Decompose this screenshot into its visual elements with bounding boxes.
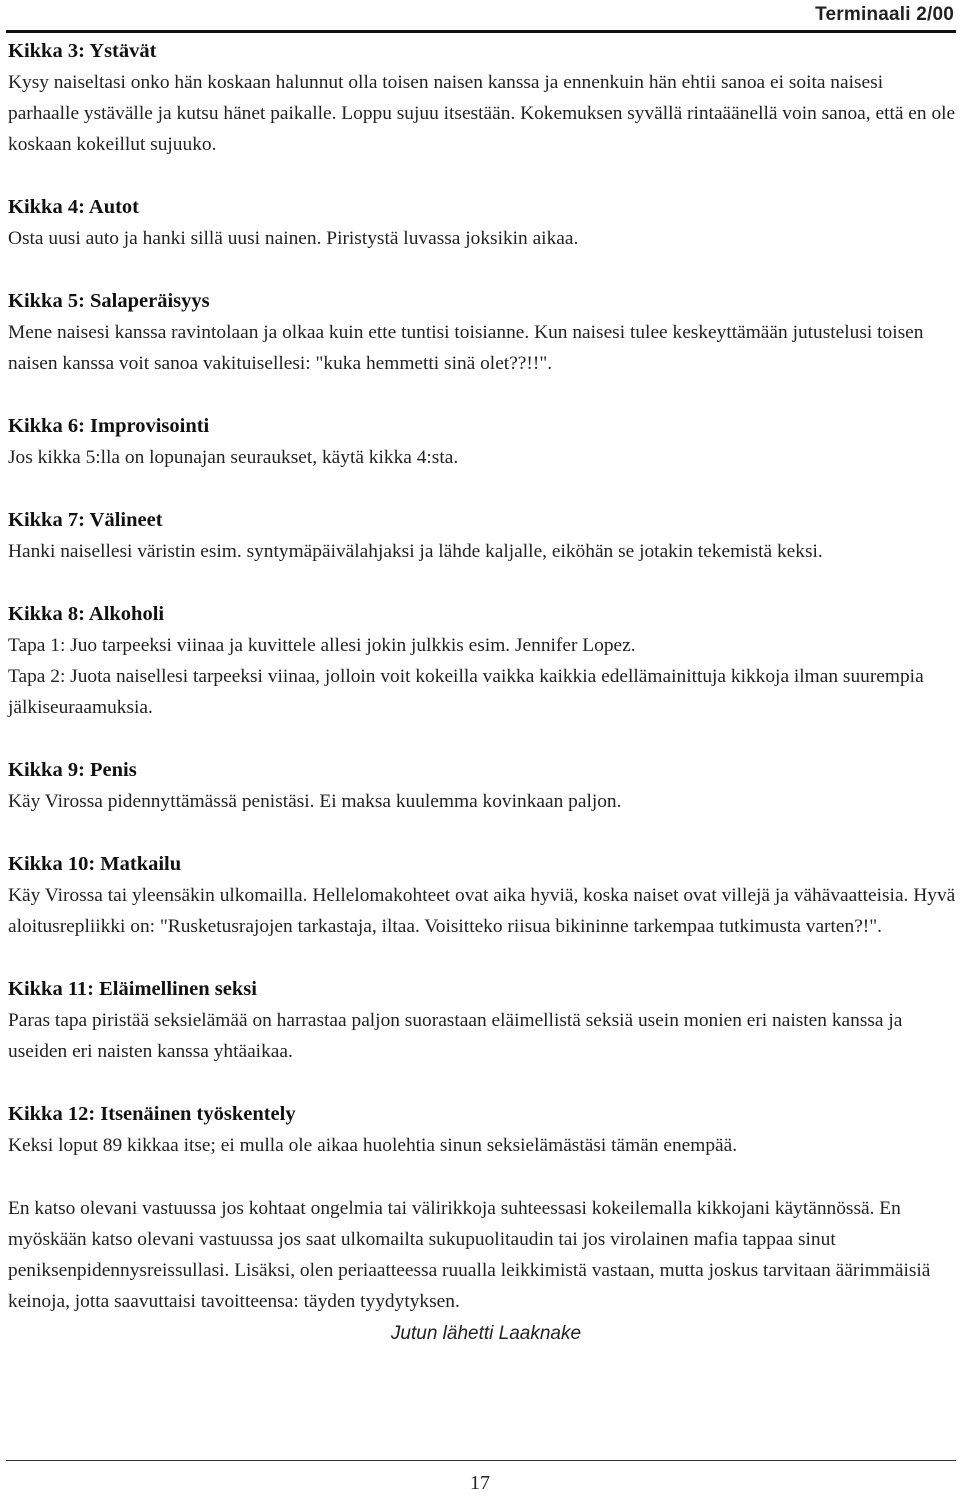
article-body [8, 36, 958, 1349]
section-title: Kikka 12: Itsenäinen työskentely [8, 1103, 296, 1125]
section-paragraph: Kysy naiseltasi onko hän koskaan halunnut olla toisen naisen kanssa ja ennenkuin hän ehtii sanoa ei soita naisesi parhaalle ystävälle ja kutsu hänet paikalle. Loppu sujuu itsestään. Kokemuksen syvällä rintaäänellä voin sanoa, että en ole koskaan kokeillut sujuuko. [8, 72, 956, 155]
section-paragraph: Tapa 2: Juota naisellesi tarpeeksi viinaa, jolloin voit kokeilla vaikka kaikkia edellämainittuja kikkoja ilman suurempia jälkiseuraamuksia. [8, 666, 924, 718]
section-paragraph: Keksi loput 89 kikkaa itse; ei mulla ole aikaa huolehtia sinun seksielämästäsi tämän enempää. [8, 1135, 738, 1156]
section-title: Kikka 9: Penis [8, 759, 137, 781]
footer-divider [6, 1460, 956, 1461]
section-title: Kikka 6: Improvisointi [8, 415, 210, 437]
section-kikka-12 [8, 1099, 958, 1161]
section-paragraph: Jos kikka 5:lla on lopunajan seuraukset, käytä kikka 4:sta. [8, 447, 459, 468]
author-credit: Jutun lähetti Laaknake [390, 1323, 582, 1344]
section-paragraph: Paras tapa piristää seksielämää on harrastaa paljon suorastaan eläimellistä seksiä usein monien eri naisten kanssa ja useiden eri naisten kanssa yhtäaikaa. [8, 1010, 903, 1062]
section-title: Kikka 5: Salaperäisyys [8, 290, 210, 312]
section-kikka-9 [8, 755, 958, 817]
section-kikka-10 [8, 849, 958, 942]
section-kikka-3 [8, 36, 958, 160]
section-title: Kikka 8: Alkoholi [8, 603, 165, 625]
section-paragraph: Käy Virossa tai yleensäkin ulkomailla. Hellelomakohteet ovat aika hyviä, koska naiset ovat villejä ja vähävaatteisia. Hyvä aloitusrepliikki on: "Rusketusrajojen tarkastaja, iltaa. Voisitteko riisua bikininne tarkempaa tutkimusta varten?!". [8, 885, 956, 937]
section-kikka-7 [8, 505, 958, 567]
section-kikka-6 [8, 411, 958, 473]
section-title: Kikka 3: Ystävät [8, 40, 157, 62]
header-divider [6, 30, 956, 33]
section-paragraph: Mene naisesi kanssa ravintolaan ja olkaa kuin ette tuntisi toisianne. Kun naisesi tulee keskeyttämään jutustelusi toisen naisen kanssa voit sanoa vakituisellesi: "kuka hemmetti sinä olet??!!". [8, 322, 924, 374]
section-kikka-5 [8, 286, 958, 379]
section-title: Kikka 7: Välineet [8, 509, 163, 531]
section-title: Kikka 4: Autot [8, 196, 139, 218]
page-number: 17 [470, 1472, 490, 1494]
section-paragraph: Osta uusi auto ja hanki sillä uusi nainen. Piristystä luvassa joksikin aikaa. [8, 228, 579, 249]
section-title: Kikka 10: Matkailu [8, 853, 182, 875]
section-paragraph: Käy Virossa pidennyttämässä penistäsi. Ei maksa kuulemma kovinkaan paljon. [8, 791, 622, 812]
disclaimer-paragraph: En katso olevani vastuussa jos kohtaat ongelmia tai välirikkoja suhteessasi kokeilemalla kikkojani käytännössä. En myöskään katso olevani vastuussa jos saat ulkomailta sukupuolitaudin tai jos virolainen mafia tappaa sinut peniksenpidennysreissullasi. Lisäksi, olen periaatteessa ruualla leikkimistä vastaan, mutta joskus tarvitaan äärimmäisiä keinoja, jotta saavuttaisi tavoitteensa: täyden tyydytyksen. [8, 1198, 931, 1312]
publication-header: Terminaali 2/00 [815, 4, 954, 25]
section-paragraph: Tapa 1: Juo tarpeeksi viinaa ja kuvittele allesi jokin julkkis esim. Jennifer Lopez. [8, 635, 636, 656]
section-kikka-11 [8, 974, 958, 1067]
section-kikka-4 [8, 192, 958, 254]
section-title: Kikka 11: Eläimellinen seksi [8, 978, 257, 1000]
section-kikka-8 [8, 599, 958, 723]
section-paragraph: Hanki naisellesi väristin esim. syntymäpäivälahjaksi ja lähde kaljalle, eiköhän se jotakin tekemistä keksi. [8, 541, 823, 562]
